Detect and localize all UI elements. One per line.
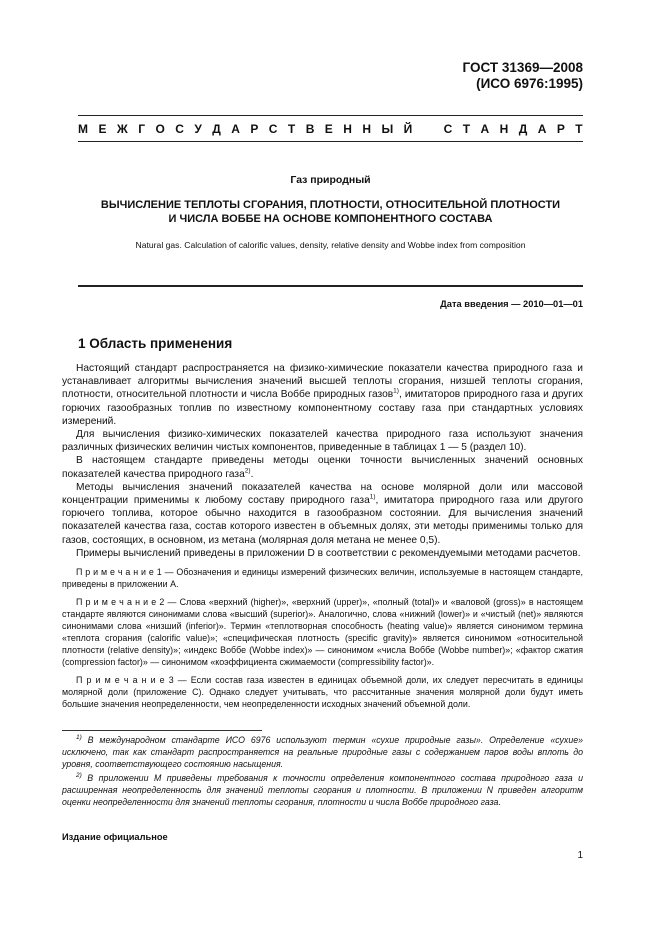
top-rule xyxy=(78,115,583,116)
banner-rule xyxy=(78,141,583,142)
note-2: П р и м е ч а н и е 2 — Слова «верхний (higher)», «верхний (upper)», «полный (total)» и «валовой (gross)» в настоящем стандарте являются синонимами слова «высший (superior)». Аналогично, слова «нижний (lower)» и «чистый (net)» являются синонимами слова «низший (inferior)». Термин «теплотворная способность (heating value)» является синонимом термина «теплота сгорания (calorific value)»; «специфическая плотность (specific gravity)» является синонимом «относительной плотности (relative density)»; «индекс Воббе (Wobbe index)» — синонимом «числа Воббе (Wobbe number)»; «фактор сжатия (compression factor)» — синонимом «коэффициента сжимаемости (compressibility factor)». xyxy=(62,597,583,668)
paragraph: Примеры вычислений приведены в приложении D в соответствии с рекомендуемыми методами расчетов. xyxy=(76,547,581,559)
footnote-2: $^{2)}$ В приложении М приведены требования к точности определения компонентного состава природного газа и расширенная неопределенность для значений теплоты сгорания и плотности. В приложении N приведен алгоритм оценки неопределенности для значений теплоты сгорания, плотности и числа Воббе природного газа. xyxy=(62,772,583,807)
paragraph: Методы вычисления значений показателей качества на основе молярной доли или массовой концентрации применимы к любому составу природного газа$^{1)}$, имитатора природного газа или другого горючего топлива, которое обычно находится в газообразном состоянии. Для вычисления значений показателей качества газа, состав которого известен в объемных долях, эти методы применимы только для газов, состоящих, в основном, из метана (молярная доля метана не менее 0,5). xyxy=(62,481,583,546)
introduction-date: Дата введения — 2010—01—01 xyxy=(440,299,583,309)
banner-letter: Ы xyxy=(381,122,394,136)
standard-designation xyxy=(463,60,583,92)
footnote-separator xyxy=(62,730,262,731)
title-line-1: ВЫЧИСЛЕНИЕ ТЕПЛОТЫ СГОРАНИЯ, ПЛОТНОСТИ, ОТНОСИТЕЛЬНОЙ ПЛОТНОСТИ xyxy=(100,199,561,211)
note-3: П р и м е ч а н и е 3 — Если состав газа известен в единицах объемной доли, их следует пересчитать в единицы молярной доли (приложение С). Однако следует учитывать, что рассчитанные значения молярной доли будут иметь большие значения неопределенности, чем неопределенности исходных значений объемной доли. xyxy=(62,675,583,710)
document-title xyxy=(78,198,583,226)
banner-letter: Ж xyxy=(116,122,128,136)
footnotes xyxy=(62,734,583,810)
banner-letter: Н xyxy=(362,122,372,136)
banner-letter: У xyxy=(194,122,202,136)
banner-letter: А xyxy=(537,122,547,136)
banner-letter: А xyxy=(231,122,240,136)
paragraph: Настоящий стандарт распространяется на физико-химические показатели качества природного газа и устанавливает алгоритмы вычисления значений высшей теплоты сгорания, низшей теплоты сгорания, плотности, относительной плотности и числа Воббе природных газов$^{1)}$, имитаторов природного газа и других горючих газообразных топлив по известному компонентному составу газа при стандартных условиях измерений. xyxy=(62,363,583,427)
footnote-1: $^{1)}$ В международном стандарте ИСО 6976 используют термин «сухие природные газы». Определение «сухие» исключено, так как стандарт распространяется на реальные природные газы с содержанием паров воды вплоть до уровня, соответствующего состоянию насыщения. xyxy=(62,734,583,769)
page-number: 1 xyxy=(577,850,583,861)
banner-letter: Г xyxy=(138,122,145,136)
note-1: П р и м е ч а н и е 1 — Обозначения и единицы измерений физических величин, используемые в настоящем стандарте, приведены в приложении А. xyxy=(62,567,583,590)
section-heading: 1 Область применения xyxy=(78,336,233,351)
official-edition-label: Издание официальное xyxy=(62,832,168,842)
title-rule xyxy=(78,285,583,287)
banner-letter: Р xyxy=(556,122,565,136)
interstate-standard-banner xyxy=(78,122,583,136)
iso-number: (ИСО 6976:1995) xyxy=(476,76,583,91)
english-title: Natural gas. Calculation of calorific values, density, relative density and Wobbe index from composition xyxy=(135,240,526,250)
gost-number: ГОСТ 31369—2008 xyxy=(462,60,583,75)
banner-letter: Й xyxy=(403,122,413,136)
paragraph: Для вычисления физико-химических показателей качества природного газа используют значения различных физических величин чистых компонентов, приведенные в таблицах 1 — 5 (раздел 10). xyxy=(62,429,583,454)
banner-letter: В xyxy=(305,122,315,136)
banner-letter: С xyxy=(268,122,278,136)
banner-letter: Т xyxy=(575,122,583,136)
banner-letter: Е xyxy=(98,122,107,136)
section-body xyxy=(62,362,583,710)
banner-letter: О xyxy=(155,122,165,136)
banner-letter: Е xyxy=(324,122,333,136)
document-subtitle: Газ природный xyxy=(290,174,371,186)
banner-letter: Т xyxy=(462,122,471,136)
title-line-2: И ЧИСЛА ВОББЕ НА ОСНОВЕ КОМПОНЕНТНОГО СОСТАВА xyxy=(168,213,493,225)
banner-letter: Д xyxy=(212,122,221,136)
banner-letter: С xyxy=(175,122,184,136)
banner-letter: А xyxy=(480,122,490,136)
paragraph: В настоящем стандарте приведены методы оценки точности вычисленных значений основных показателей качества природного газа$^{2)}$. xyxy=(62,455,583,480)
banner-letter: Н xyxy=(499,122,509,136)
banner-letter: Д xyxy=(518,122,528,136)
banner-letter: Р xyxy=(250,122,259,136)
banner-letter: Т xyxy=(287,122,296,136)
banner-letter: С xyxy=(443,122,453,136)
banner-letter: М xyxy=(78,122,88,136)
banner-letter: Н xyxy=(343,122,352,136)
